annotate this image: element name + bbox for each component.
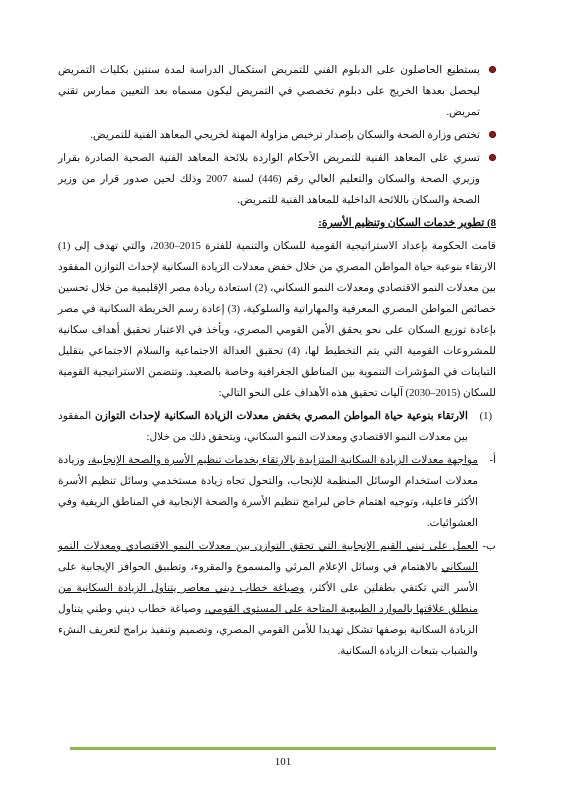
bullet-item	[58, 125, 496, 146]
sub-item-underlined: العمل على تبني القيم الإنجابية التي تحقق التوازن بين معدلات النمو الاقتصادي ومعدلات النمو السكاني	[58, 541, 478, 573]
sub-item-a	[58, 450, 496, 534]
sub-item-text-2: وصياغة خطاب ديني وطني يتناول الزيادة السكانية بوصفها تشكل تهديدا للأمن القومي المصري، وتصميم وتنفيذ برامج لتعريف النشء والشباب بتبعات الزيادة السكانية.	[58, 604, 478, 657]
sub-item-letter: ب-	[482, 541, 496, 552]
item-title: الارتقاء بنوعية حياة المواطن المصري بخفض معدلات الزيادة السكانية لإحداث التوازن	[94, 411, 469, 422]
item-text: المفقود بين معدلات النمو الاقتصادي ومعدلات النمو السكاني، ويتحقق ذلك من خلال:	[58, 411, 468, 443]
section-heading: 8) تطوير خدمات السكان وتنظيم الأسرة:	[318, 217, 496, 229]
sub-item-text: بالاهتمام في وسائل الإعلام المرئي والمسموع والمقروء، وتطبيق الحوافز الإيجابية على الأسر التي تكتفي بطفلين على الأكثر،	[58, 562, 478, 594]
page-number: 101	[274, 756, 292, 768]
bullet-text: تختص وزارة الصحة والسكان بإصدار ترخيص مزاولة المهنة لخريجي المعاهد الفنية للتمريض.	[90, 130, 480, 141]
sub-item-text: وزيادة معدلات استخدام الوسائل المنظمة للإنجاب، والتحول تجاه زيادة مستخدمي وسائل تنظيم الأسرة الأكثر فاعلية، وتوجيه اهتمام خاص لبرامج تنظيم الأسرة والصحة الإنجابية في المناطق الريفية وفي العشوائيات.	[58, 455, 478, 529]
footer-divider	[70, 747, 496, 750]
sub-item-b	[58, 536, 496, 662]
page-content	[58, 60, 496, 662]
bullet-icon	[489, 131, 496, 138]
bullet-item	[58, 60, 496, 123]
bullet-text: يستطيع الحاصلون على الدبلوم الفني للتمريض استكمال الدراسة لمدة سنتين بكليات التمريض ليحصل بعدها الخريج على دبلوم تخصصي في التمريض ليكون مسماه بعد التعيين ممارس تقني تمريض.	[58, 65, 480, 118]
sub-item-underlined-2: وصياغة خطاب ديني معاصر يتناول الزيادة السكانية من منطلق علاقتها بالموارد الطبيعية المتاحة على المستوى القومي،	[58, 583, 478, 615]
bullet-text: تسري على المعاهد الفنية للتمريض الأحكام الواردة بلائحة المعاهد الفنية الصحية الصادرة بقرار وزيري الصحة والسكان والتعليم العالي رقم (446) لسنة 2007 وذلك لحين صدور قرار من وزير الصحة والسكان باللائحة الداخلية للمعاهد الفنية للتمريض.	[58, 153, 480, 206]
sub-item-underlined: مواجهة معدلات الزيادة السكانية المتزايدة بالارتقاء بخدمات تنظيم الأسرة والصحة الإنجابية،	[87, 455, 478, 466]
item-number: (1)	[479, 411, 492, 422]
bullet-icon	[489, 66, 496, 73]
bullet-list	[58, 60, 496, 211]
numbered-item	[58, 406, 496, 448]
intro-paragraph: قامت الحكومة بإعداد الاستراتيجية القومية للسكان والتنمية للفترة 2015–2030، والتي تهدف إلى (1) الارتقاء بنوعية حياة المواطن المصري من خلال خفض معدلات الزيادة السكانية لإحداث التوازن المفقود بين معدلات النمو الاقتصادي ومعدلات النمو السكاني، (2) استعادة ريادة مصر الإقليمية من خلال تحسين خصائص المواطن المصري المعرفية والمهاراتية والسلوكية، (3) إعادة رسم الخريطة السكانية في مصر بإعادة توزيع السكان على نحو يحقق الأمن القومي المصري، ويأخذ في الاعتبار تحقيق أهداف سكانية للمشروعات القومية التي يتم التخطيط لها، (4) تحقيق العدالة الاجتماعية والسلام الاجتماعي بتقليل التباينات في المؤشرات التنموية بين المناطق الجغرافية وخاصة بالصعيد. وتتضمن الاستراتيجية القومية للسكان (2015–2030) آليات تحقيق هذه الأهداف على النحو التالي:	[58, 241, 496, 399]
bullet-item	[58, 148, 496, 211]
sub-item-letter: أ-	[489, 455, 496, 466]
bullet-icon	[489, 154, 496, 161]
